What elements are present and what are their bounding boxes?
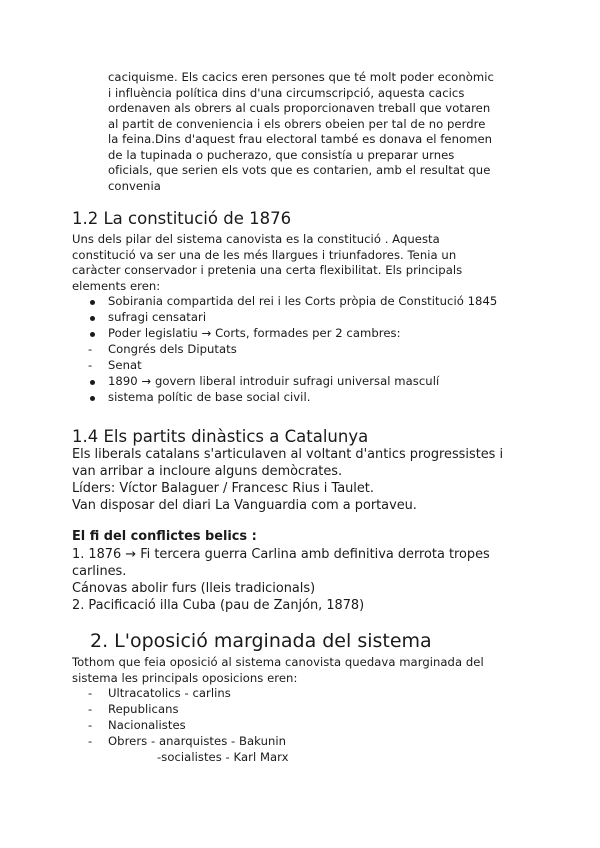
list-item: Poder legislatiu → Corts, formades per 2 cambres: [108,326,401,340]
bullet-marker [90,396,95,401]
paragraph-line: Cánovas abolir furs (lleis tradicionals) [72,581,316,596]
dash-marker: - [88,686,93,700]
paragraph-line: Tothom que feia oposició al sistema canovista quedava marginada del [72,655,484,669]
paragraph-line: Van disposar del diari La Vanguardia com a portaveu. [72,498,417,513]
dash-marker: - [88,342,93,356]
bullet-marker [90,380,95,385]
list-item: Congrés dels Diputats [108,342,237,356]
paragraph-line: 2. Pacificació illa Cuba (pau de Zanjón, 1878) [72,598,365,613]
heading-oposicio: 2. L'oposició marginada del sistema [90,630,432,652]
list-item: Sobirania compartida del rei i les Corts pròpia de Constitució 1845 [108,294,498,308]
bullet-marker [90,332,95,337]
bullet-marker [90,300,95,305]
list-item: sufragi censatari [108,310,207,324]
dash-marker: - [88,734,93,748]
list-item-continuation: -socialistes - Karl Marx [157,750,289,764]
list-item: Republicans [108,702,179,716]
intro-line: de la tupinada o pucherazo, que consistía u preparar urnes [108,147,455,162]
list-item: Ultracatolics - carlins [108,686,231,700]
paragraph-line: elements eren: [72,278,161,293]
paragraph-line: caràcter conservador i pretenia una certa flexibilitat. Els principals [72,263,463,277]
list-item: Nacionalistes [108,718,186,732]
list-item: Senat [108,358,142,372]
intro-line: al partit de conveniencia i els obrers obeien per tal de no perdre [108,116,486,131]
paragraph-line: carlines. [72,564,127,579]
paragraph-line: van arribar a incloure alguns demòcrates. [72,464,343,479]
dash-marker: - [88,358,93,372]
bullet-marker [90,316,95,321]
intro-line: la feina.Dins d'aquest frau electoral també es donava el fenomen [108,132,493,146]
intro-line: ordenaven als obrers al cuals proporcionaven treball que votaren [108,101,491,115]
intro-line: oficials, que serien els vots que es contarien, amb el resultat que [108,163,491,177]
paragraph-line: 1. 1876 → Fi tercera guerra Carlina amb definitiva derrota tropes [72,547,490,562]
list-item: 1890 → govern liberal introduir sufragi universal masculí [108,374,440,388]
list-item: Obrers - anarquistes - Bakunin [108,734,287,748]
paragraph-line: Líders: Víctor Balaguer / Francesc Rius i Taulet. [72,481,374,496]
intro-line: caciquisme. Els cacics eren persones que té molt poder econòmic [108,70,494,84]
paragraph-line: Uns dels pilar del sistema canovista es la constitució . Aquesta [72,232,440,246]
heading-constitucio: 1.2 La constitució de 1876 [72,209,292,228]
intro-line: i influència política dins d'una circumscripció, aquesta cacics [108,85,465,100]
intro-line: convenia [108,178,161,193]
dash-marker: - [88,702,93,716]
list-item: sistema polític de base social civil. [108,390,311,404]
dash-marker: - [88,718,93,732]
paragraph-line: Els liberals catalans s'articulaven al voltant d'antics progressistes i [72,447,504,462]
heading-partits: 1.4 Els partits dinàstics a Catalunya [72,427,369,446]
paragraph-line: constitució va ser una de les més llargues i triunfadores. Tenia un [72,247,457,262]
paragraph-line: sistema les principals oposicions eren: [72,670,298,685]
heading-conflictes: El fi del conflictes belics : [72,529,257,544]
